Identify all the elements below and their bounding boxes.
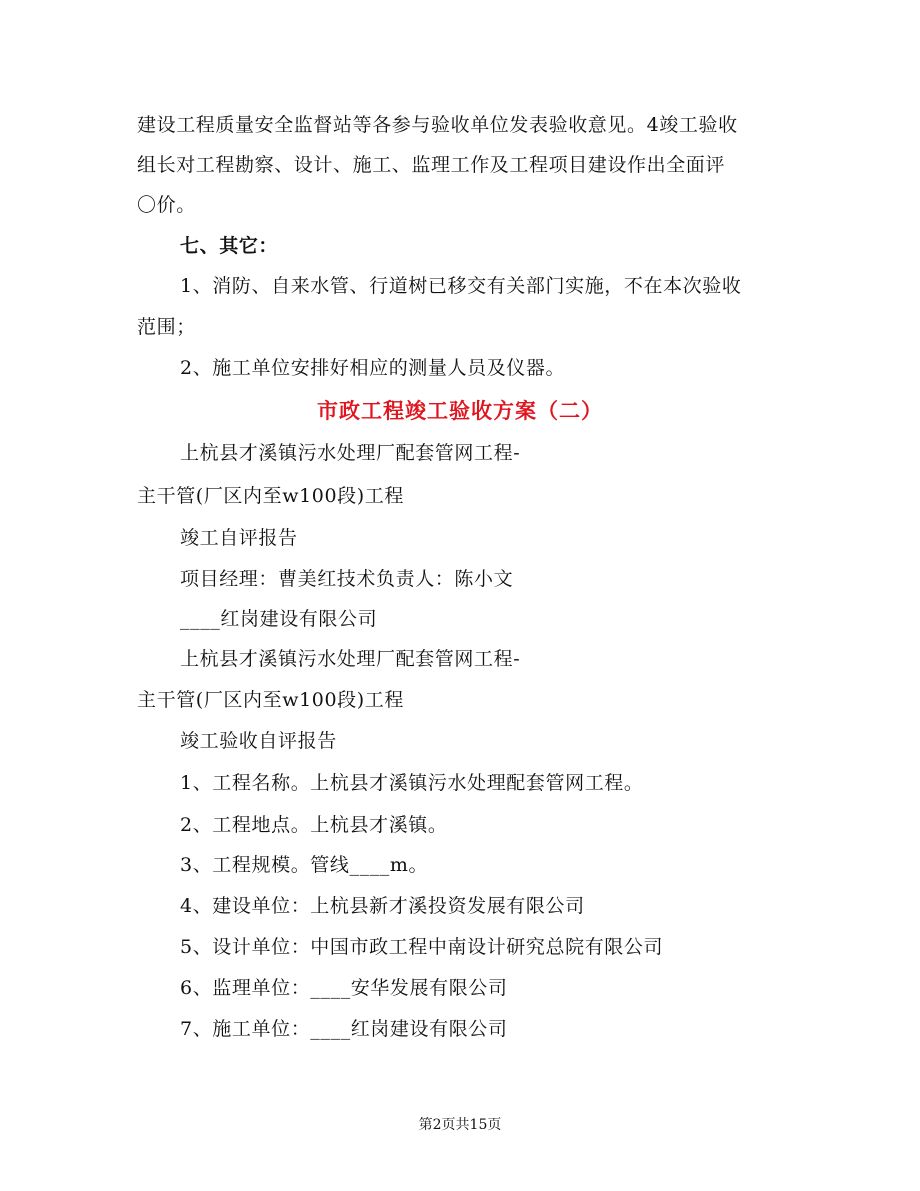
list-item: 5、设计单位：中国市政工程中南设计研究总院有限公司 [180, 936, 664, 958]
list-item: 7、施工单位：____红岗建设有限公司 [180, 1018, 508, 1040]
paragraph-line: 建设工程质量安全监督站等各参与验收单位发表验收意见。4竣工验收 [137, 114, 738, 136]
list-item: 2、工程地点。上杭县才溪镇。 [180, 814, 448, 836]
company-line: ____红岗建设有限公司 [180, 608, 378, 630]
managers-line: 项目经理：曹美红技术负责人：陈小文 [180, 568, 514, 590]
list-item: 4、建设单位：上杭县新才溪投资发展有限公司 [180, 895, 585, 917]
list-item: 6、监理单位：____安华发展有限公司 [180, 977, 508, 999]
list-item-line: 范围； [137, 316, 196, 338]
report-name: 竣工验收自评报告 [180, 730, 337, 752]
section-heading-other: 七、其它： [180, 235, 279, 257]
project-name-line: 上杭县才溪镇污水处理厂配套管网工程- [180, 648, 521, 670]
section-title: 市政工程竣工验收方案（二） [317, 398, 603, 423]
list-item: 3、工程规模。管线____m。 [180, 854, 429, 876]
project-name-line: 主干管(厂区内至w100段)工程 [137, 485, 404, 507]
list-item: 2、施工单位安排好相应的测量人员及仪器。 [180, 357, 566, 379]
paragraph-line: 组长对工程勘察、设计、施工、监理工作及工程项目建设作出全面评 [137, 154, 726, 176]
paragraph-line: 〇价。 [137, 194, 196, 216]
list-item: 1、工程名称。上杭县才溪镇污水处理配套管网工程。 [180, 772, 644, 794]
project-name-line: 上杭县才溪镇污水处理厂配套管网工程- [180, 442, 521, 464]
report-name: 竣工自评报告 [180, 527, 298, 549]
list-item-line: 1、消防、自来水管、行道树已移交有关部门实施，不在本次验收 [180, 275, 742, 297]
project-name-line: 主干管(厂区内至w100段)工程 [137, 689, 404, 711]
page-number: 第2页共15页 [418, 1117, 502, 1133]
